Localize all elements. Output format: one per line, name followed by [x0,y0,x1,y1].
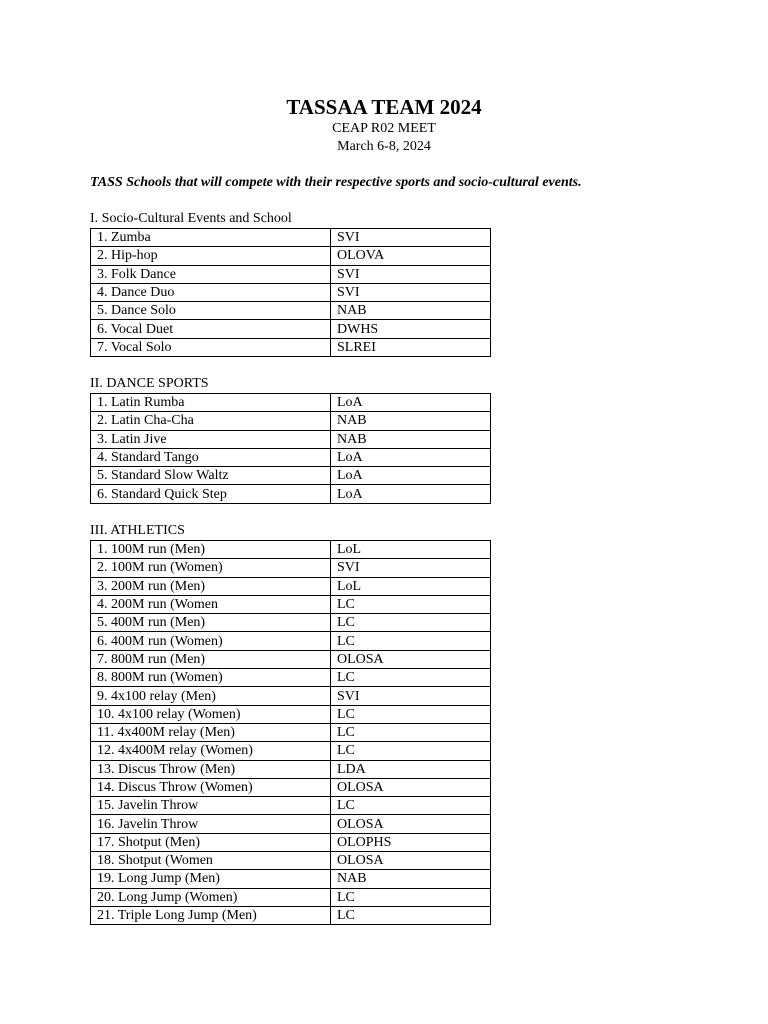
table-row [91,577,491,595]
intro-statement: TASS Schools that will compete with their respective sports and socio-cultural events. [90,175,582,190]
event-cell: 5. Standard Slow Waltz [91,467,331,485]
section-athletics [90,522,483,925]
school-cell: DWHS [331,320,491,338]
section-title: III. ATHLETICS [90,523,185,538]
school-cell: LDA [331,760,491,778]
table-row [91,467,491,485]
section-dance-sports [90,375,483,504]
table-row [91,430,491,448]
event-cell: 5. 400M run (Men) [91,614,331,632]
table-row [91,247,491,265]
event-cell: 6. Vocal Duet [91,320,331,338]
school-cell: SVI [331,229,491,247]
event-cell: 4. 200M run (Women [91,595,331,613]
table-row [91,906,491,924]
school-cell: OLOSA [331,778,491,796]
event-cell: 17. Shotput (Men) [91,833,331,851]
event-cell: 10. 4x100 relay (Women) [91,705,331,723]
school-cell: LoA [331,448,491,466]
school-cell: SLREI [331,338,491,356]
event-cell: 12. 4x400M relay (Women) [91,742,331,760]
school-cell: LC [331,614,491,632]
school-cell: SVI [331,687,491,705]
table-row [91,778,491,796]
event-cell: 16. Javelin Throw [91,815,331,833]
school-cell: SVI [331,265,491,283]
school-cell: NAB [331,430,491,448]
event-cell: 6. 400M run (Women) [91,632,331,650]
table-row [91,650,491,668]
event-cell: 4. Dance Duo [91,283,331,301]
table-row [91,302,491,320]
event-cell: 8. 800M run (Women) [91,669,331,687]
school-cell: OLOSA [331,650,491,668]
event-cell: 3. Latin Jive [91,430,331,448]
events-table [90,540,491,925]
event-cell: 20. Long Jump (Women) [91,888,331,906]
table-row [91,559,491,577]
school-cell: OLOPHS [331,833,491,851]
event-cell: 14. Discus Throw (Women) [91,778,331,796]
table-row [91,614,491,632]
event-cell: 5. Dance Solo [91,302,331,320]
event-cell: 19. Long Jump (Men) [91,870,331,888]
event-cell: 7. 800M run (Men) [91,650,331,668]
table-row [91,833,491,851]
events-table [90,393,491,504]
table-row [91,338,491,356]
table-row [91,669,491,687]
section-title: I. Socio-Cultural Events and School [90,211,292,226]
event-cell: 3. Folk Dance [91,265,331,283]
event-cell: 3. 200M run (Men) [91,577,331,595]
school-cell: NAB [331,870,491,888]
table-row [91,412,491,430]
table-row [91,320,491,338]
school-cell: LC [331,742,491,760]
school-cell: LoL [331,541,491,559]
event-cell: 9. 4x100 relay (Men) [91,687,331,705]
event-cell: 13. Discus Throw (Men) [91,760,331,778]
table-row [91,448,491,466]
table-row [91,742,491,760]
table-row [91,265,491,283]
event-cell: 7. Vocal Solo [91,338,331,356]
school-cell: LC [331,705,491,723]
school-cell: LoA [331,485,491,503]
table-row [91,485,491,503]
event-cell: 18. Shotput (Women [91,852,331,870]
table-row [91,870,491,888]
meet-name: CEAP R02 MEET [332,121,436,136]
document-title: TASSAA TEAM 2024 [286,95,482,119]
school-cell: OLOSA [331,852,491,870]
table-row [91,229,491,247]
school-cell: NAB [331,302,491,320]
table-row [91,687,491,705]
events-table [90,228,491,357]
table-row [91,797,491,815]
event-cell: 2. Latin Cha-Cha [91,412,331,430]
school-cell: SVI [331,559,491,577]
table-row [91,541,491,559]
section-socio-cultural [90,210,483,357]
school-cell: NAB [331,412,491,430]
table-row [91,595,491,613]
event-cell: 1. Latin Rumba [91,394,331,412]
table-row [91,632,491,650]
school-cell: LoA [331,467,491,485]
school-cell: LoA [331,394,491,412]
school-cell: OLOVA [331,247,491,265]
table-row [91,760,491,778]
event-cell: 4. Standard Tango [91,448,331,466]
school-cell: OLOSA [331,815,491,833]
school-cell: LC [331,797,491,815]
event-cell: 21. Triple Long Jump (Men) [91,906,331,924]
school-cell: LC [331,906,491,924]
section-title: II. DANCE SPORTS [90,376,209,391]
table-row [91,394,491,412]
table-row [91,888,491,906]
table-row [91,723,491,741]
school-cell: SVI [331,283,491,301]
table-row [91,283,491,301]
school-cell: LC [331,723,491,741]
school-cell: LC [331,888,491,906]
school-cell: LC [331,669,491,687]
meet-dates: March 6-8, 2024 [337,139,431,154]
table-row [91,815,491,833]
table-row [91,852,491,870]
school-cell: LC [331,595,491,613]
event-cell: 11. 4x400M relay (Men) [91,723,331,741]
school-cell: LC [331,632,491,650]
school-cell: LoL [331,577,491,595]
event-cell: 1. 100M run (Men) [91,541,331,559]
event-cell: 6. Standard Quick Step [91,485,331,503]
event-cell: 1. Zumba [91,229,331,247]
event-cell: 15. Javelin Throw [91,797,331,815]
event-cell: 2. Hip-hop [91,247,331,265]
event-cell: 2. 100M run (Women) [91,559,331,577]
table-row [91,705,491,723]
